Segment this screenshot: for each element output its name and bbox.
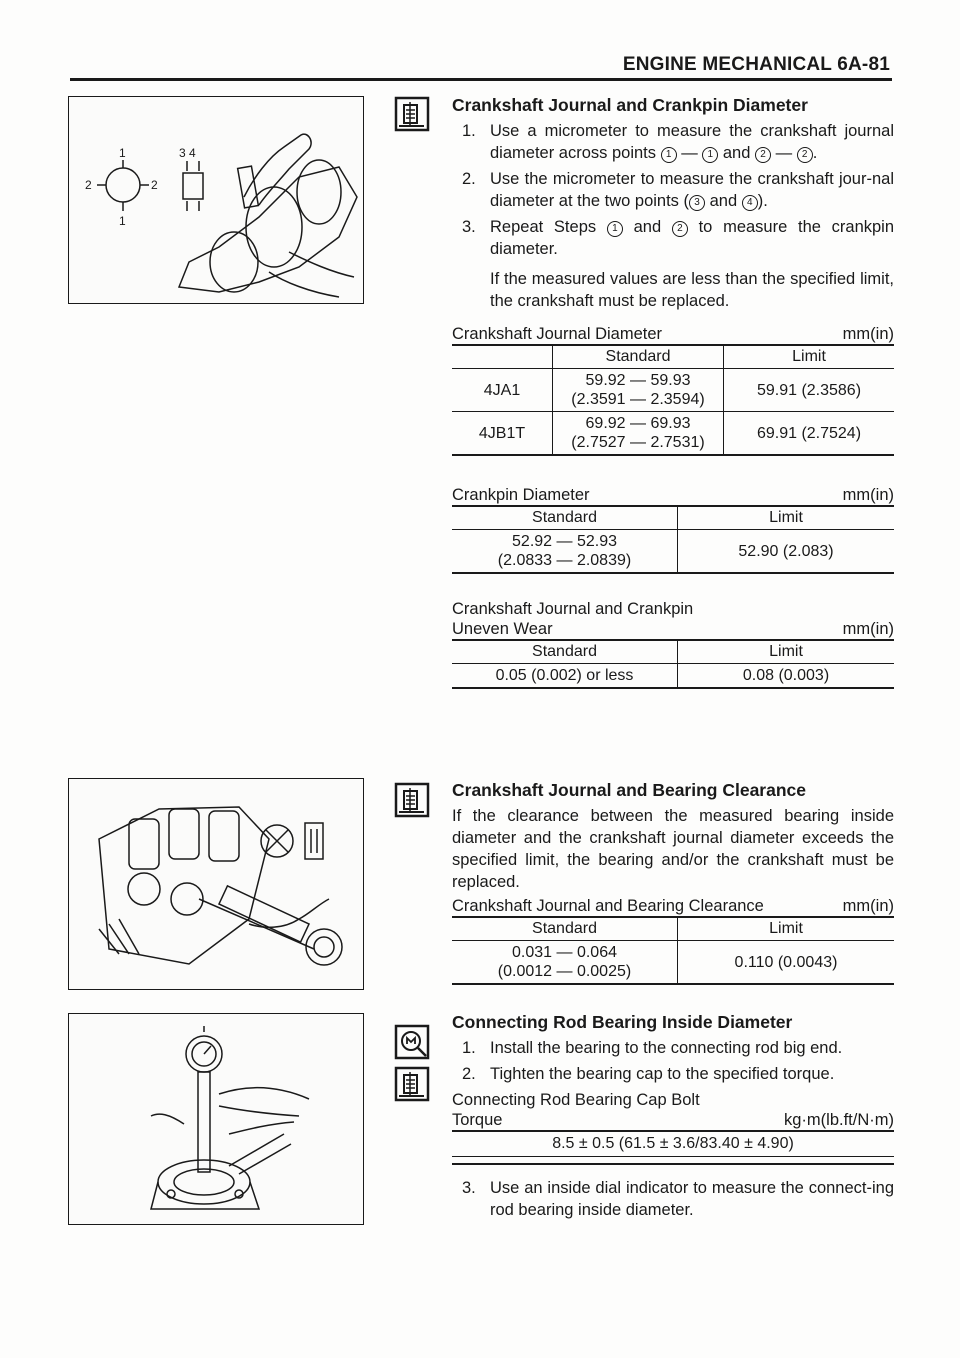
header-rule (70, 78, 892, 81)
table-caption: Crankshaft Journal Diameter (452, 325, 663, 343)
step-item: 2. Tighten the bearing cap to the specified torque. (462, 1065, 835, 1083)
table-row: 0.031 — 0.064 (0.0012 — 0.0025) 0.110 (0.0043) (452, 941, 894, 985)
inspect-icon (394, 96, 430, 132)
point-marker: 2 (672, 221, 688, 237)
limit-cell: 59.91 (2.3586) (724, 369, 895, 412)
table-unit: mm(in) (842, 486, 894, 504)
table-uneven-wear (452, 598, 894, 689)
fig-label-p1-top: 1 (119, 146, 126, 160)
limit-cell: 0.08 (0.003) (678, 664, 895, 689)
fig-label-p2-right: 2 (151, 178, 158, 192)
table-unit: kg·m(lb.ft/N·m) (784, 1111, 894, 1129)
step-item: 1. Use a micrometer to measure the crankshaft journal diameter across points 1 — 1 and 2 — 2 . (462, 122, 894, 162)
table-row: 4JA1 59.92 — 59.93 (2.3591 — 2.3594) 59.91 (2.3586) (452, 369, 894, 412)
figure-conrod-dial-indicator (68, 1013, 364, 1225)
point-marker: 2 (797, 147, 813, 163)
col-header-standard: Standard (452, 640, 678, 664)
table-caption: Crankshaft Journal and Bearing Clearance (452, 897, 764, 915)
table-row: 0.05 (0.002) or less 0.08 (0.003) (452, 664, 894, 689)
fig-label-p2-left: 2 (85, 178, 92, 192)
col-header-standard: Standard (452, 917, 678, 941)
table-caption: Connecting Rod Bearing Cap Bolt (452, 1091, 700, 1109)
step-item: 2. Use the micrometer to measure the crankshaft jour-nal diameter at the two points ( 3 and 4 ). (462, 170, 894, 210)
col-header-limit: Limit (678, 506, 895, 530)
step-item: 3. Repeat Steps 1 and 2 to measure the crankpin diameter. (462, 218, 895, 258)
step-item: 3. Use an inside dial indicator to measure the connect-ing rod bearing inside diameter. (462, 1179, 894, 1219)
table-caption: Crankpin Diameter (452, 486, 590, 504)
col-header-limit: Limit (678, 917, 895, 941)
model-cell: 4JB1T (478, 424, 526, 442)
table-unit: mm(in) (842, 897, 894, 915)
model-cell: 4JA1 (452, 369, 553, 412)
fig-label-p34: 3 4 (179, 146, 196, 160)
table-unit: mm(in) (842, 620, 894, 638)
spec-table (452, 639, 894, 689)
table-unit: mm(in) (842, 325, 894, 343)
table-caption: Crankshaft Journal and Crankpin (452, 600, 694, 618)
col-header-standard: Standard (452, 506, 678, 530)
table-caption: Torque (452, 1111, 503, 1129)
section-heading: Crankshaft Journal and Bearing Clearance (452, 780, 806, 800)
spec-table (452, 505, 894, 574)
section-heading: Connecting Rod Bearing Inside Diameter (452, 1012, 793, 1032)
table-row: 52.92 — 52.93 (2.0833 — 2.0839) 52.90 (2.083) (452, 530, 894, 574)
figure-crankshaft-micrometer (68, 96, 364, 304)
point-marker: 3 (689, 195, 705, 211)
col-header-limit: Limit (724, 345, 895, 369)
section-paragraph: If the clearance between the measured bearing inside diameter and the crankshaft journal diameter exceeds the specified limit, the bearing and/or the crankshaft must be replaced. (452, 807, 894, 891)
torque-value: 8.5 ± 0.5 (61.5 ± 3.6/83.40 ± 4.90) (452, 1130, 894, 1157)
fig-label-p1-bottom: 1 (119, 214, 126, 228)
section-journal-crankpin (452, 95, 894, 312)
spec-table (452, 344, 894, 456)
limit-cell: 69.91 (2.7524) (724, 412, 895, 456)
note-text: If the measured values are less than the specified limit, the crankshaft must be replaced. (490, 270, 894, 310)
point-marker: 1 (607, 221, 623, 237)
point-marker: 2 (755, 147, 771, 163)
section-conrod-bearing (452, 1012, 894, 1221)
section-heading: Crankshaft Journal and Crankpin Diameter (452, 95, 808, 115)
col-header-standard: Standard (553, 345, 724, 369)
inspect-icon (394, 1066, 430, 1102)
figure-block-bore-gauge (68, 778, 364, 990)
inspect-icon (394, 782, 430, 818)
step-item: 1. Install the bearing to the connecting rod big end. (462, 1039, 843, 1057)
spec-table (452, 916, 894, 985)
table-caption: Uneven Wear (452, 620, 553, 638)
page-header-title: ENGINE MECHANICAL 6A-81 (622, 54, 890, 75)
point-marker: 1 (702, 147, 718, 163)
table-crankpin-diameter (452, 486, 894, 574)
table-row: 4JB1T 69.92 — 69.93 (2.7527 — 2.7531) 69.91 (2.7524) (452, 412, 894, 456)
limit-cell: 52.90 (2.083) (678, 530, 895, 574)
limit-cell: 0.110 (0.0043) (678, 941, 895, 985)
point-marker: 4 (742, 195, 758, 211)
torque-icon (394, 1024, 430, 1060)
point-marker: 1 (661, 147, 677, 163)
col-header-limit: Limit (678, 640, 895, 664)
table-journal-diameter (452, 325, 894, 456)
section-bearing-clearance (452, 780, 894, 985)
